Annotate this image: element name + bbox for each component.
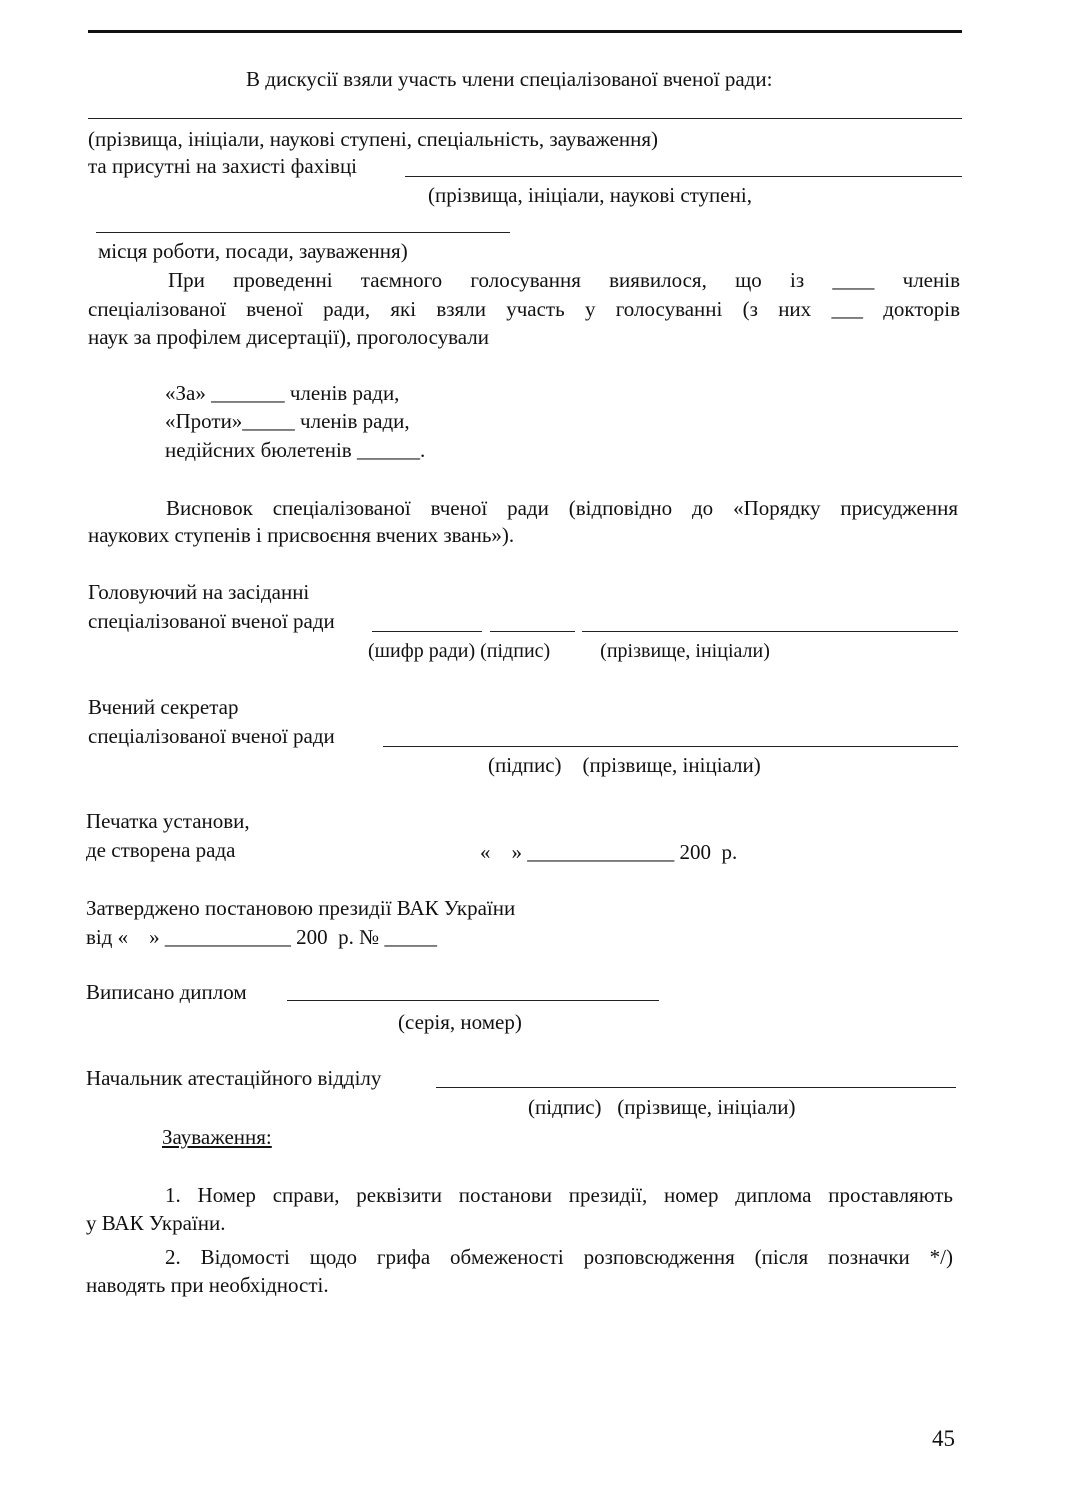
approved-line-2: від « » ____________ 200 р. № _____	[86, 925, 437, 949]
conclusion-line1: Висновок спеціалізованої вченої ради (відповідно до «Порядку присудження	[166, 496, 958, 520]
conclusion-line2: наукових ступенів і присвоєння вчених звань»).	[88, 523, 515, 547]
diploma-label: Виписано диплом	[86, 980, 247, 1004]
chair-name-line[interactable]	[582, 631, 958, 632]
note-1-line-1: 1. Номер справи, реквізити постанови президії, номер диплома проставляють	[165, 1183, 953, 1207]
note-1-line-2: у ВАК України.	[86, 1211, 226, 1235]
notes-title: Зауваження:	[162, 1125, 272, 1149]
head-label: Начальник атестаційного відділу	[86, 1066, 382, 1090]
head-hint: (підпис) (прізвище, ініціали)	[528, 1095, 796, 1119]
chair-signature-line[interactable]	[490, 631, 575, 632]
discussion-intro: В дискусії взяли участь члени спеціалізованої вченої ради:	[246, 67, 773, 91]
chair-hint: (шифр ради) (підпис) (прізвище, ініціали)	[368, 640, 770, 662]
seal-label-1: Печатка установи,	[86, 809, 250, 833]
chair-label-1: Головуючий на засіданні	[88, 580, 310, 604]
experts-hint-2: місця роботи, посади, зауваження)	[98, 239, 408, 263]
voting-paragraph-line3: наук за профілем дисертації), проголосували	[88, 325, 489, 349]
secretary-label-1: Вчений секретар	[88, 695, 239, 719]
secretary-fill-line[interactable]	[383, 746, 958, 747]
page-number: 45	[932, 1426, 955, 1451]
chair-council-code-line[interactable]	[372, 631, 482, 632]
approved-line-1: Затверджено постановою президії ВАК України	[86, 896, 516, 920]
note-2-line-2: наводять при необхідності.	[86, 1273, 329, 1297]
experts-label: та присутні на захисті фахівці	[88, 154, 358, 178]
chair-label-2: спеціалізованої вченої ради	[88, 609, 335, 633]
note-2-line-1: 2. Відомості щодо грифа обмеженості розповсюдження (після позначки */)	[165, 1245, 953, 1269]
voting-paragraph-line2: спеціалізованої вченої ради, які взяли участь у голосуванні (з них ___ докторів	[88, 297, 960, 321]
diploma-fill-line[interactable]	[287, 1000, 659, 1001]
experts-fill-line-2[interactable]	[96, 232, 510, 233]
seal-date: « » ______________ 200 р.	[480, 840, 738, 864]
voting-paragraph-line1: При проведенні таємного голосування виявилося, що із ____ членів	[168, 268, 960, 292]
head-fill-line[interactable]	[436, 1087, 956, 1088]
votes-invalid: недійсних бюлетенів ______.	[165, 438, 426, 462]
experts-fill-line[interactable]	[405, 176, 962, 177]
votes-for: «За» _______ членів ради,	[165, 381, 400, 405]
top-rule	[88, 30, 962, 33]
diploma-hint: (серія, номер)	[398, 1010, 522, 1034]
votes-against: «Проти»_____ членів ради,	[165, 409, 410, 433]
seal-label-2: де створена рада	[86, 838, 236, 862]
members-fill-line[interactable]	[88, 118, 962, 119]
experts-hint-1: (прізвища, ініціали, наукові ступені,	[428, 183, 752, 207]
secretary-label-2: спеціалізованої вченої ради	[88, 724, 335, 748]
members-hint: (прізвища, ініціали, наукові ступені, спеціальність, зауваження)	[88, 127, 659, 151]
secretary-hint: (підпис) (прізвище, ініціали)	[488, 753, 761, 777]
